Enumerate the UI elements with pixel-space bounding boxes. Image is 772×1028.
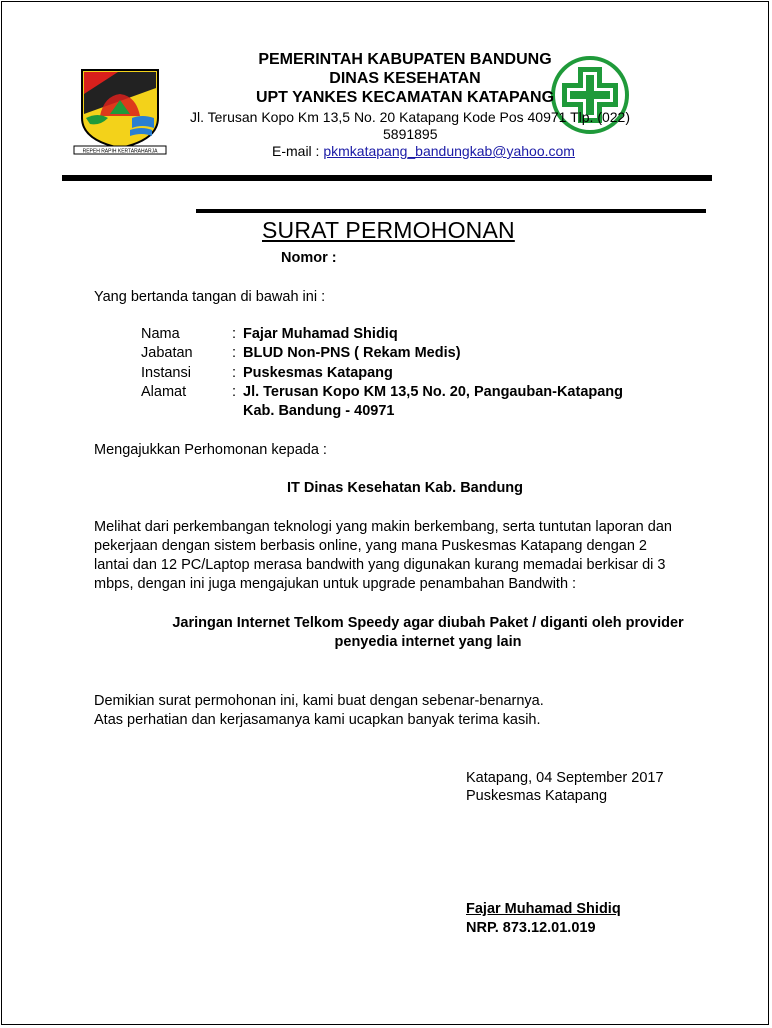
signature-institution: Puskesmas Katapang: [466, 788, 608, 804]
field-colon: :: [232, 365, 237, 381]
letter-number-label: Nomor :: [281, 250, 337, 266]
letter-title: SURAT PERMOHONAN: [262, 217, 515, 243]
field-colon: :: [232, 345, 237, 361]
place-date: Katapang, 04 September 2017: [466, 770, 664, 786]
field-value-address: Jl. Terusan Kopo KM 13,5 No. 20, Pangauban-Katapang: [243, 384, 624, 400]
field-value-position: BLUD Non-PNS ( Rekam Medis): [243, 345, 461, 361]
svg-text:REPEH RAPIH KERTARAHARJA: REPEH RAPIH KERTARAHARJA: [82, 148, 158, 155]
paragraph-line: Melihat dari perkembangan teknologi yang makin berkembang, serta tuntutan laporan dan: [94, 519, 672, 535]
field-value-name: Fajar Muhamad Shidiq: [243, 326, 398, 342]
title-divider: [196, 209, 706, 213]
email-link[interactable]: pkmkatapang_bandungkab@yahoo.com: [323, 143, 575, 159]
field-colon: :: [232, 384, 237, 400]
header-address: Jl. Terusan Kopo Km 13,5 No. 20 Katapang Kode Pos 40971 Tlp. (022): [190, 109, 630, 125]
header-address-phone: 5891895: [383, 126, 438, 142]
paragraph-line: lantai dan 12 PC/Laptop merasa bandwith yang digunakan kurang memadai berkisar di 3: [94, 557, 666, 573]
field-label-position: Jabatan: [141, 345, 193, 361]
kabupaten-bandung-crest-logo: [70, 66, 170, 158]
letter-intro: Yang bertanda tangan di bawah ini :: [94, 289, 326, 305]
field-label-name: Nama: [141, 326, 180, 342]
closing-line-2: Atas perhatian dan kerjasamanya kami ucapkan banyak terima kasih.: [94, 712, 541, 728]
signer-name: Fajar Muhamad Shidiq: [466, 901, 621, 917]
request-line-1: Jaringan Internet Telkom Speedy agar diubah Paket / diganti oleh provider: [172, 615, 684, 631]
recipient: IT Dinas Kesehatan Kab. Bandung: [286, 480, 524, 496]
paragraph-line: pekerjaan dengan sistem berbasis online, yang mana Puskesmas Katapang dengan 2: [94, 538, 647, 554]
closing-line-1: Demikian surat permohonan ini, kami buat dengan sebenar-benarnya.: [94, 693, 544, 709]
email-label: E-mail :: [272, 143, 324, 159]
header-line-government: PEMERINTAH KABUPATEN BANDUNG: [258, 51, 552, 68]
header-line-unit: UPT YANKES KECAMATAN KATAPANG: [255, 89, 555, 106]
field-value-institution: Puskesmas Katapang: [243, 365, 393, 381]
field-value-address-line2: Kab. Bandung - 40971: [243, 403, 395, 419]
request-intro: Mengajukkan Perhomonan kepada :: [94, 442, 327, 458]
header-line-agency: DINAS KESEHATAN: [329, 70, 481, 87]
field-label-institution: Instansi: [141, 365, 191, 381]
letterhead-divider: [62, 175, 712, 181]
field-colon: :: [232, 326, 237, 342]
field-label-address: Alamat: [141, 384, 187, 400]
header-email: [272, 143, 575, 159]
paragraph-line: mbps, dengan ini juga mengajukan untuk upgrade penambahan Bandwith :: [94, 576, 577, 592]
request-line-2: penyedia internet yang lain: [334, 634, 522, 650]
signer-nrp: NRP. 873.12.01.019: [466, 920, 596, 936]
